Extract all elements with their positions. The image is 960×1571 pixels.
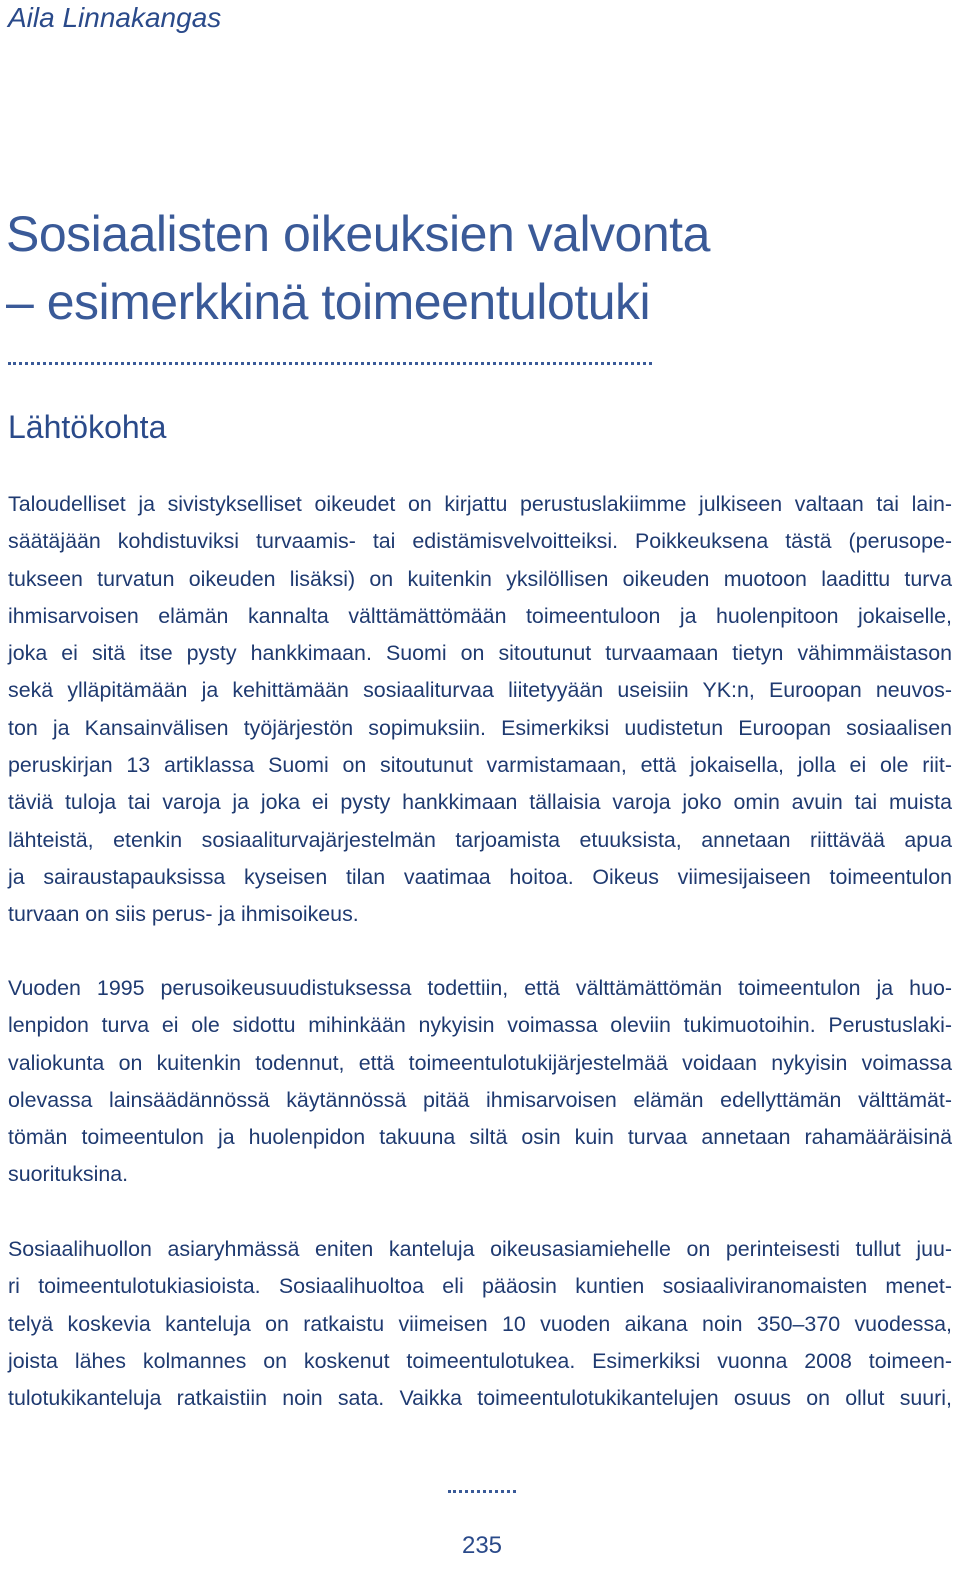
paragraph-line: lähteistä, etenkin sosiaaliturvajärjestelmän tarjoamista etuuksista, annetaan riittävää apua [8,827,952,852]
paragraph-line: joista lähes kolmannes on koskenut toimeentulotukea. Esimerkiksi vuonna 2008 toimeen- [8,1348,952,1373]
footer-dotted-rule [448,1490,516,1493]
paragraph-line: Vuoden 1995 perusoikeusuudistuksessa todettiin, että välttämättömän toimeentulon ja huo- [8,976,952,1000]
title-dotted-rule [8,362,652,365]
article-title-line-2: – esimerkkinä toimeentulotuki [6,274,651,330]
paragraph-line: turvaan on siis perus- ja ihmisoikeus. [8,902,359,927]
paragraph-line: tulotukikanteluja ratkaistiin noin sata. Vaikka toimeentulotukikantelujen osuus on ollut suuri, [8,1386,952,1411]
paragraph-3 [8,1231,952,1417]
page-number: 235 [461,1532,503,1559]
paragraph-line: telyä koskevia kanteluja on ratkaistu viimeisen 10 vuoden aikana noin 350–370 vuodessa, [8,1311,952,1336]
article-title [6,200,946,336]
paragraph-line: suorituksina. [8,1162,129,1187]
paragraph-line: ri toimeentulotukiasioista. Sosiaalihuoltoa eli pääosin kuntien sosiaaliviranomaisten menet- [8,1274,952,1299]
paragraph-line: peruskirjan 13 artiklassa Suomi on sitoutunut varmistamaan, että jokaisella, jolla ei ole riit- [8,753,952,778]
paragraph-line: tömän toimeentulon ja huolenpidon takuuna siltä osin kuin turvaa annetaan rahamääräisinä [8,1125,952,1150]
paragraph-line: lenpidon turva ei ole sidottu mihinkään nykyisin voimassa oleviin tukimuotoihin. Perustuslaki- [8,1013,952,1038]
paragraph-1 [8,486,952,934]
paragraph-line: ja sairaustapauksissa kyseisen tilan vaatimaa hoitoa. Oikeus viimesijaiseen toimeentulon [8,864,952,889]
paragraph-line: ihmisarvoisen elämän kannalta välttämättömään toimeentuloon ja huolenpitoon jokaiselle, [8,603,952,628]
paragraph-line: sekä ylläpitämään ja kehittämään sosiaaliturvaa liitetyyään useisiin YK:n, Euroopan neuvos- [8,678,952,703]
paragraph-line: tukseen turvatun oikeuden lisäksi) on kuitenkin yksilöllisen oikeuden muotoon laadittu turva [8,566,952,591]
article-title-line-1: Sosiaalisten oikeuksien valvonta [6,206,710,262]
author-name: Aila Linnakangas [8,2,222,33]
paragraph-line: ton ja Kansainvälisen työjärjestön sopimuksiin. Esimerkiksi uudistetun Euroopan sosiaalisen [8,715,952,740]
paragraph-line: täviä tuloja tai varoja ja joka ei pysty hankkimaan tällaisia varoja joko omin avuin tai muista [8,790,952,815]
paragraph-line: Sosiaalihuollon asiaryhmässä eniten kanteluja oikeusasiamiehelle on perinteisesti tullut juu- [8,1237,952,1261]
section-heading: Lähtökohta [8,409,167,445]
paragraph-line: olevassa lainsäädännössä käytännössä pitää ihmisarvoisen elämän edellyttämän välttämät- [8,1087,952,1112]
paragraph-line: valiokunta on kuitenkin todennut, että toimeentulotukijärjestelmää voidaan nykyisin voimassa [8,1050,952,1075]
paragraph-line: joka ei sitä itse pysty hankkimaan. Suomi on sitoutunut turvaamaan tietyn vähimmäistason [8,641,952,666]
paragraph-line: Taloudelliset ja sivistykselliset oikeudet on kirjattu perustuslakiimme julkiseen valtaan tai lain- [8,492,952,516]
paragraph-2 [8,970,952,1194]
paragraph-line: säätäjään kohdistuviksi turvaamis- tai edistämisvelvoitteiksi. Poikkeuksena tästä (perusope- [8,529,952,554]
